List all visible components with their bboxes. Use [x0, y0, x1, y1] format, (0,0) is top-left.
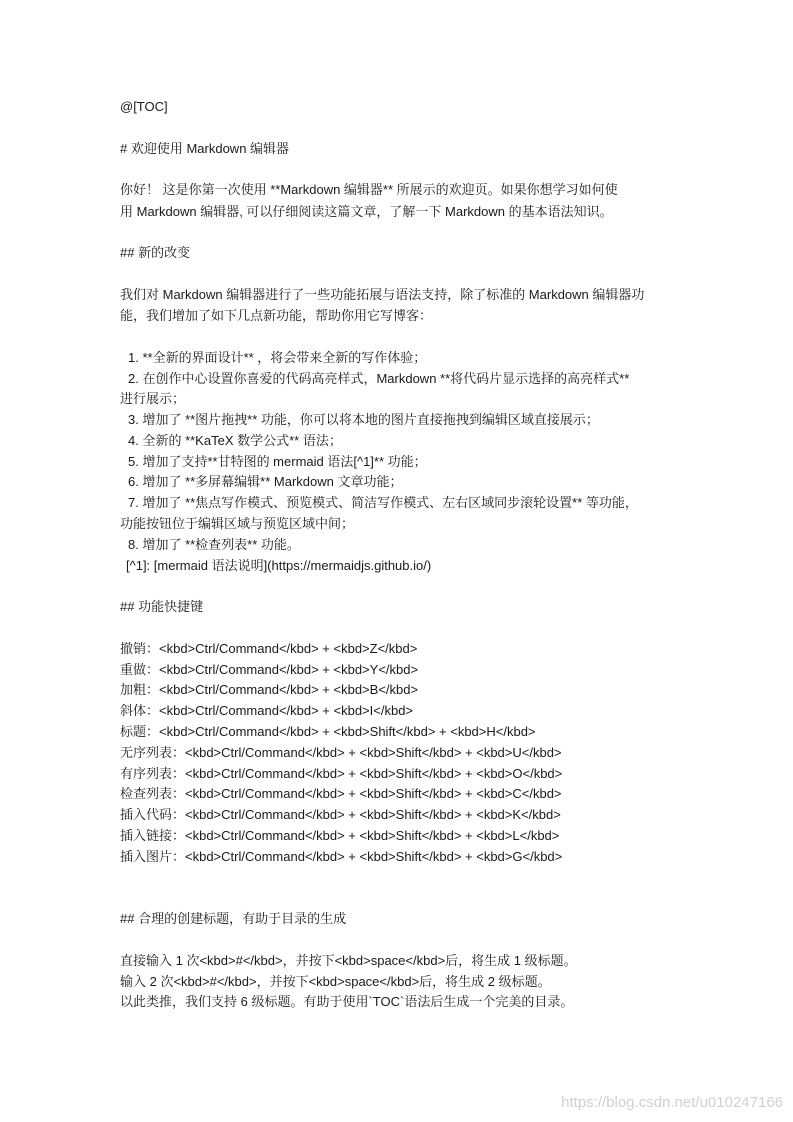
- shortcut-line: 检查列表：<kbd>Ctrl/Command</kbd> + <kbd>Shift</kbd> + <kbd>C</kbd>: [120, 786, 562, 801]
- shortcut-line: 撤销：<kbd>Ctrl/Command</kbd> + <kbd>Z</kbd>: [120, 641, 418, 656]
- titles-line-1: 直接输入 1 次<kbd>#</kbd>，并按下<kbd>space</kbd>后，将生成 1 级标题。: [120, 953, 577, 968]
- list-item-continuation: 进行展示；: [120, 391, 186, 406]
- shortcut-line: 插入代码：<kbd>Ctrl/Command</kbd> + <kbd>Shift</kbd> + <kbd>K</kbd>: [120, 807, 561, 822]
- list-item: 7. 增加了 **焦点写作模式、预览模式、简洁写作模式、左右区域同步滚轮设置** 等功能，: [128, 495, 638, 510]
- heading-new-changes: ## 新的改变: [120, 245, 191, 260]
- shortcut-line: 无序列表：<kbd>Ctrl/Command</kbd> + <kbd>Shift</kbd> + <kbd>U</kbd>: [120, 745, 562, 760]
- list-item: 8. 增加了 **检查列表** 功能。: [128, 537, 300, 552]
- footnote: [^1]: [mermaid 语法说明](https://mermaidjs.github.io/): [126, 558, 432, 573]
- shortcut-line: 标题：<kbd>Ctrl/Command</kbd> + <kbd>Shift</kbd> + <kbd>H</kbd>: [120, 724, 536, 739]
- list-item-continuation: 功能按钮位于编辑区域与预览区域中间；: [120, 516, 355, 531]
- toc-marker: @[TOC]: [120, 99, 168, 114]
- list-item: 3. 增加了 **图片拖拽** 功能，你可以将本地的图片直接拖拽到编辑区域直接展示；: [128, 412, 599, 427]
- shortcut-line: 重做：<kbd>Ctrl/Command</kbd> + <kbd>Y</kbd>: [120, 662, 419, 677]
- new-intro-line-1: 我们对 Markdown 编辑器进行了一些功能拓展与语法支持，除了标准的 Markdown 编辑器功: [120, 287, 645, 302]
- titles-line-2: 输入 2 次<kbd>#</kbd>，并按下<kbd>space</kbd>后，将生成 2 级标题。: [120, 974, 551, 989]
- new-intro-line-2: 能，我们增加了如下几点新功能，帮助你用它写博客：: [120, 308, 433, 323]
- intro-line-2: 用 Markdown 编辑器, 可以仔细阅读这篇文章，了解一下 Markdown 的基本语法知识。: [120, 204, 613, 219]
- shortcut-line: 插入链接：<kbd>Ctrl/Command</kbd> + <kbd>Shift</kbd> + <kbd>L</kbd>: [120, 828, 560, 843]
- shortcut-line: 加粗：<kbd>Ctrl/Command</kbd> + <kbd>B</kbd>: [120, 682, 419, 697]
- list-item: 2. 在创作中心设置你喜爱的代码高亮样式，Markdown **将代码片显示选择的高亮样式**: [128, 371, 630, 386]
- heading-shortcuts: ## 功能快捷键: [120, 599, 204, 614]
- list-item: 4. 全新的 **KaTeX 数学公式** 语法；: [128, 433, 342, 448]
- list-item: 6. 增加了 **多屏幕编辑** Markdown 文章功能；: [128, 474, 403, 489]
- heading-welcome: # 欢迎使用 Markdown 编辑器: [120, 141, 290, 156]
- shortcut-line: 斜体：<kbd>Ctrl/Command</kbd> + <kbd>I</kbd>: [120, 703, 414, 718]
- intro-line-1: 你好！ 这是你第一次使用 **Markdown 编辑器** 所展示的欢迎页。如果你想学习如何使: [120, 182, 618, 197]
- heading-titles: ## 合理的创建标题，有助于目录的生成: [120, 911, 347, 926]
- shortcut-line: 插入图片：<kbd>Ctrl/Command</kbd> + <kbd>Shift</kbd> + <kbd>G</kbd>: [120, 849, 563, 864]
- titles-line-3: 以此类推，我们支持 6 级标题。有助于使用`TOC`语法后生成一个完美的目录。: [120, 994, 574, 1009]
- list-item: 5. 增加了支持**甘特图的 mermaid 语法[^1]** 功能；: [128, 454, 427, 469]
- list-item: 1. **全新的界面设计** ，将会带来全新的写作体验；: [128, 350, 427, 365]
- watermark-url: https://blog.csdn.net/u010247166: [561, 1094, 783, 1111]
- shortcut-line: 有序列表：<kbd>Ctrl/Command</kbd> + <kbd>Shift</kbd> + <kbd>O</kbd>: [120, 766, 563, 781]
